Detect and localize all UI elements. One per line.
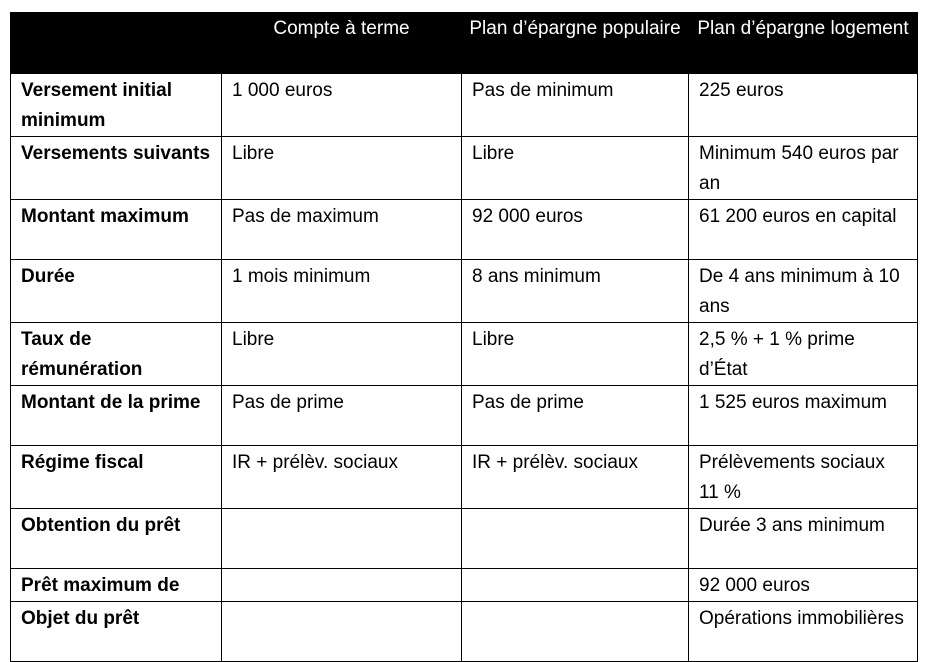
cell-compte-a-terme: Pas de prime (222, 386, 462, 446)
cell-compte-a-terme (222, 602, 462, 662)
header-plan-epargne-logement: Plan d’épargne logement (689, 13, 918, 74)
cell-plan-epargne-populaire (462, 569, 689, 602)
row-label: Prêt maximum de (11, 569, 222, 602)
cell-compte-a-terme (222, 569, 462, 602)
cell-plan-epargne-logement: Opérations immobilières (689, 602, 918, 662)
cell-plan-epargne-populaire: Pas de minimum (462, 74, 689, 137)
cell-plan-epargne-populaire: Pas de prime (462, 386, 689, 446)
row-label: Obtention du prêt (11, 509, 222, 569)
cell-compte-a-terme: Pas de maximum (222, 200, 462, 260)
row-label: Durée (11, 260, 222, 323)
table-row (11, 137, 918, 200)
row-label: Versement initial minimum (11, 74, 222, 137)
cell-plan-epargne-logement: 225 euros (689, 74, 918, 137)
cell-compte-a-terme: 1 mois minimum (222, 260, 462, 323)
cell-plan-epargne-populaire (462, 602, 689, 662)
table-row (11, 260, 918, 323)
header-empty (11, 13, 222, 74)
table-row (11, 569, 918, 602)
row-label: Objet du prêt (11, 602, 222, 662)
cell-plan-epargne-logement: De 4 ans minimum à 10 ans (689, 260, 918, 323)
row-label: Régime fiscal (11, 446, 222, 509)
cell-plan-epargne-logement: Prélèvements sociaux 11 % (689, 446, 918, 509)
table-row (11, 323, 918, 386)
cell-plan-epargne-populaire: Libre (462, 323, 689, 386)
cell-compte-a-terme (222, 509, 462, 569)
row-label: Montant de la prime (11, 386, 222, 446)
header-compte-a-terme: Compte à terme (222, 13, 462, 74)
row-label: Taux de rémunération (11, 323, 222, 386)
table-row (11, 509, 918, 569)
cell-plan-epargne-populaire: 92 000 euros (462, 200, 689, 260)
cell-compte-a-terme: Libre (222, 137, 462, 200)
cell-plan-epargne-logement: 61 200 euros en capital (689, 200, 918, 260)
row-label: Versements suivants (11, 137, 222, 200)
table-row (11, 200, 918, 260)
table-row (11, 446, 918, 509)
table-row (11, 602, 918, 662)
cell-plan-epargne-populaire (462, 509, 689, 569)
header-row (11, 13, 918, 74)
cell-compte-a-terme: 1 000 euros (222, 74, 462, 137)
cell-plan-epargne-logement: 2,5 % + 1 % prime d’État (689, 323, 918, 386)
cell-plan-epargne-logement: Minimum 540 euros par an (689, 137, 918, 200)
cell-plan-epargne-logement: 92 000 euros (689, 569, 918, 602)
cell-compte-a-terme: IR + prélèv. sociaux (222, 446, 462, 509)
header-plan-epargne-populaire: Plan d’épargne populaire (462, 13, 689, 74)
cell-plan-epargne-logement: Durée 3 ans minimum (689, 509, 918, 569)
cell-plan-epargne-populaire: IR + prélèv. sociaux (462, 446, 689, 509)
cell-plan-epargne-logement: 1 525 euros maximum (689, 386, 918, 446)
row-label: Montant maximum (11, 200, 222, 260)
cell-compte-a-terme: Libre (222, 323, 462, 386)
table-row (11, 74, 918, 137)
cell-plan-epargne-populaire: 8 ans minimum (462, 260, 689, 323)
table-row (11, 386, 918, 446)
cell-plan-epargne-populaire: Libre (462, 137, 689, 200)
comparison-table (10, 12, 918, 662)
